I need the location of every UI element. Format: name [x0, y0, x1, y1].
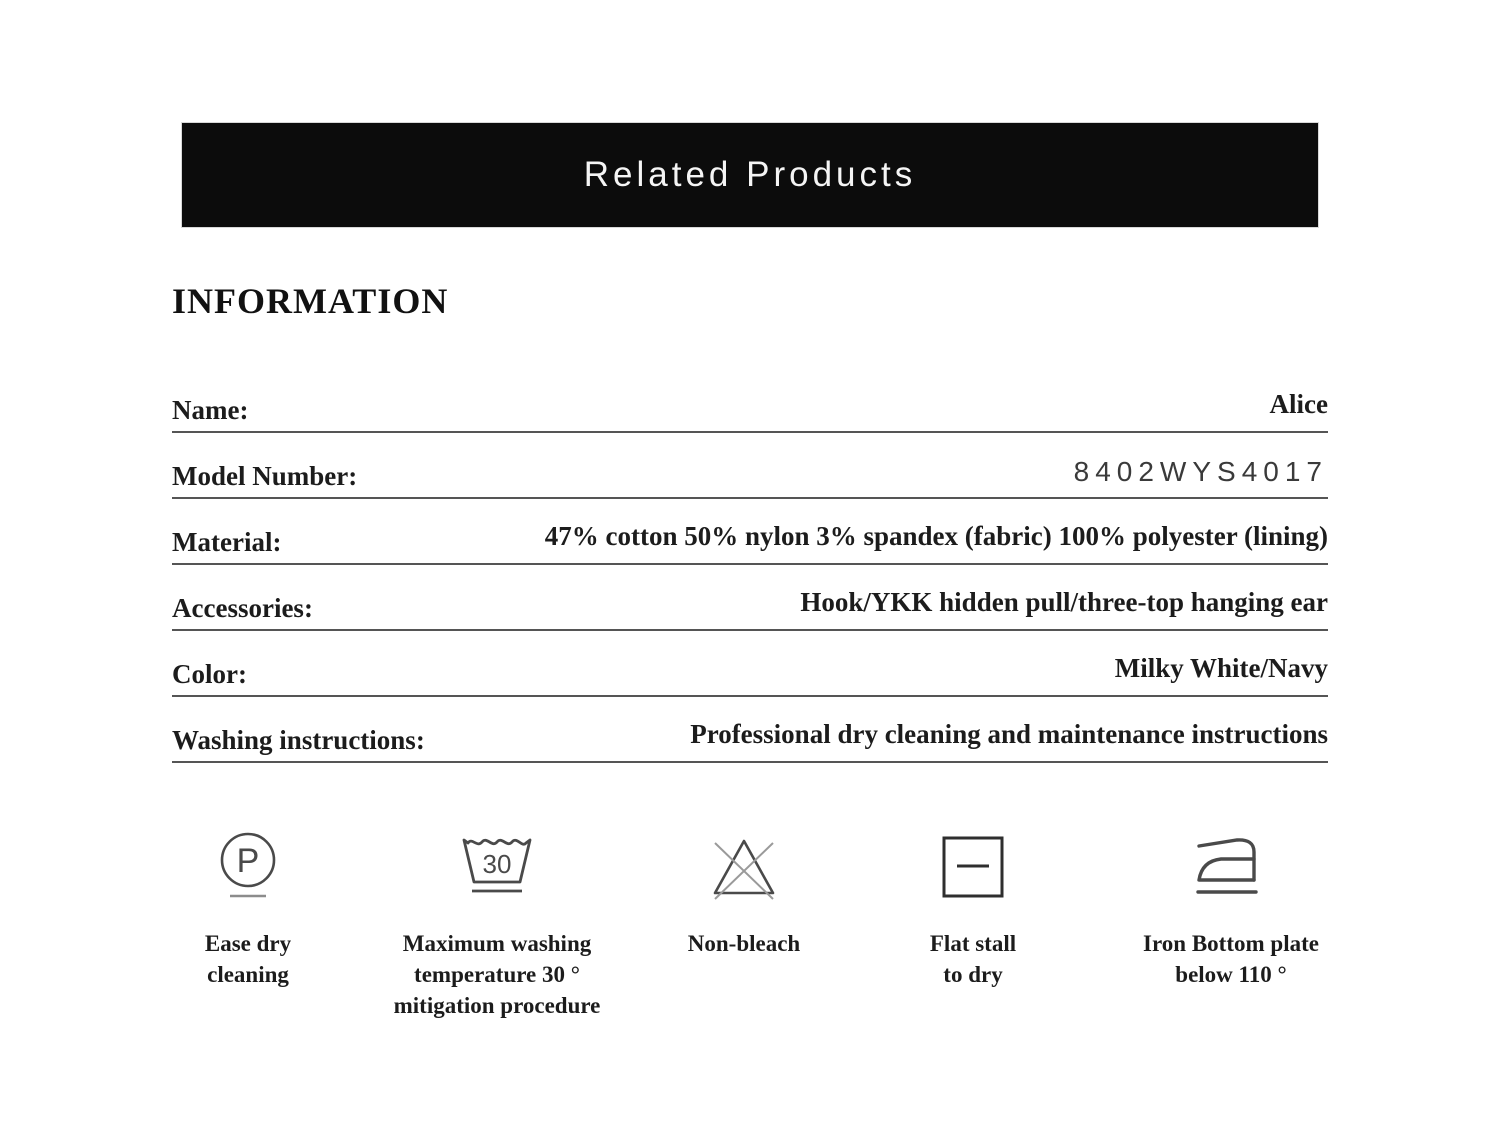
- table-row-washing-instructions: [172, 697, 1328, 763]
- row-value: Professional dry cleaning and maintenance instructions: [690, 719, 1328, 749]
- information-table: [172, 367, 1328, 763]
- row-label: Name:: [172, 395, 249, 425]
- care-item-wash-30: [357, 830, 637, 1021]
- flat-dry-icon: [933, 830, 1013, 910]
- wash-temp-30-icon: [457, 830, 537, 910]
- row-label: Material:: [172, 527, 282, 557]
- care-label: Iron Bottom plate below 110 °: [1143, 931, 1319, 987]
- row-value: 47% cotton 50% nylon 3% spandex (fabric) 100% polyester (lining): [544, 521, 1328, 551]
- care-item-dry-clean: [108, 830, 388, 990]
- care-label: Non-bleach: [687, 931, 801, 956]
- care-label: Ease dry cleaning: [204, 931, 292, 987]
- table-row-material: [172, 499, 1328, 565]
- table-row-color: [172, 631, 1328, 697]
- dry-clean-p-icon: [208, 830, 288, 910]
- non-bleach-icon: [704, 830, 784, 910]
- table-row-model-number: [172, 433, 1328, 499]
- row-label: Color:: [172, 659, 247, 689]
- row-value: Alice: [1269, 389, 1328, 419]
- table-row-name: [172, 367, 1328, 433]
- banner-title: Related Products: [583, 155, 917, 194]
- svg-text:30: 30: [482, 849, 512, 879]
- svg-text:P: P: [236, 842, 260, 880]
- care-label: Flat stall to dry: [929, 931, 1017, 987]
- table-row-accessories: [172, 565, 1328, 631]
- care-label: Maximum washing temperature 30 ° mitigation procedure: [393, 931, 601, 1018]
- row-value: 8402WYS4017: [1073, 456, 1328, 487]
- row-label: Model Number:: [172, 461, 358, 491]
- row-label: Accessories:: [172, 593, 313, 623]
- row-value: Milky White/Navy: [1114, 653, 1328, 683]
- care-item-iron: [1091, 830, 1371, 990]
- iron-low-temp-icon: [1191, 830, 1271, 910]
- related-products-banner: [182, 123, 1318, 227]
- page-title: INFORMATION: [172, 281, 449, 321]
- care-item-flat-dry: [833, 830, 1113, 990]
- row-value: Hook/YKK hidden pull/three-top hanging ear: [800, 587, 1328, 617]
- row-label: Washing instructions:: [172, 725, 425, 755]
